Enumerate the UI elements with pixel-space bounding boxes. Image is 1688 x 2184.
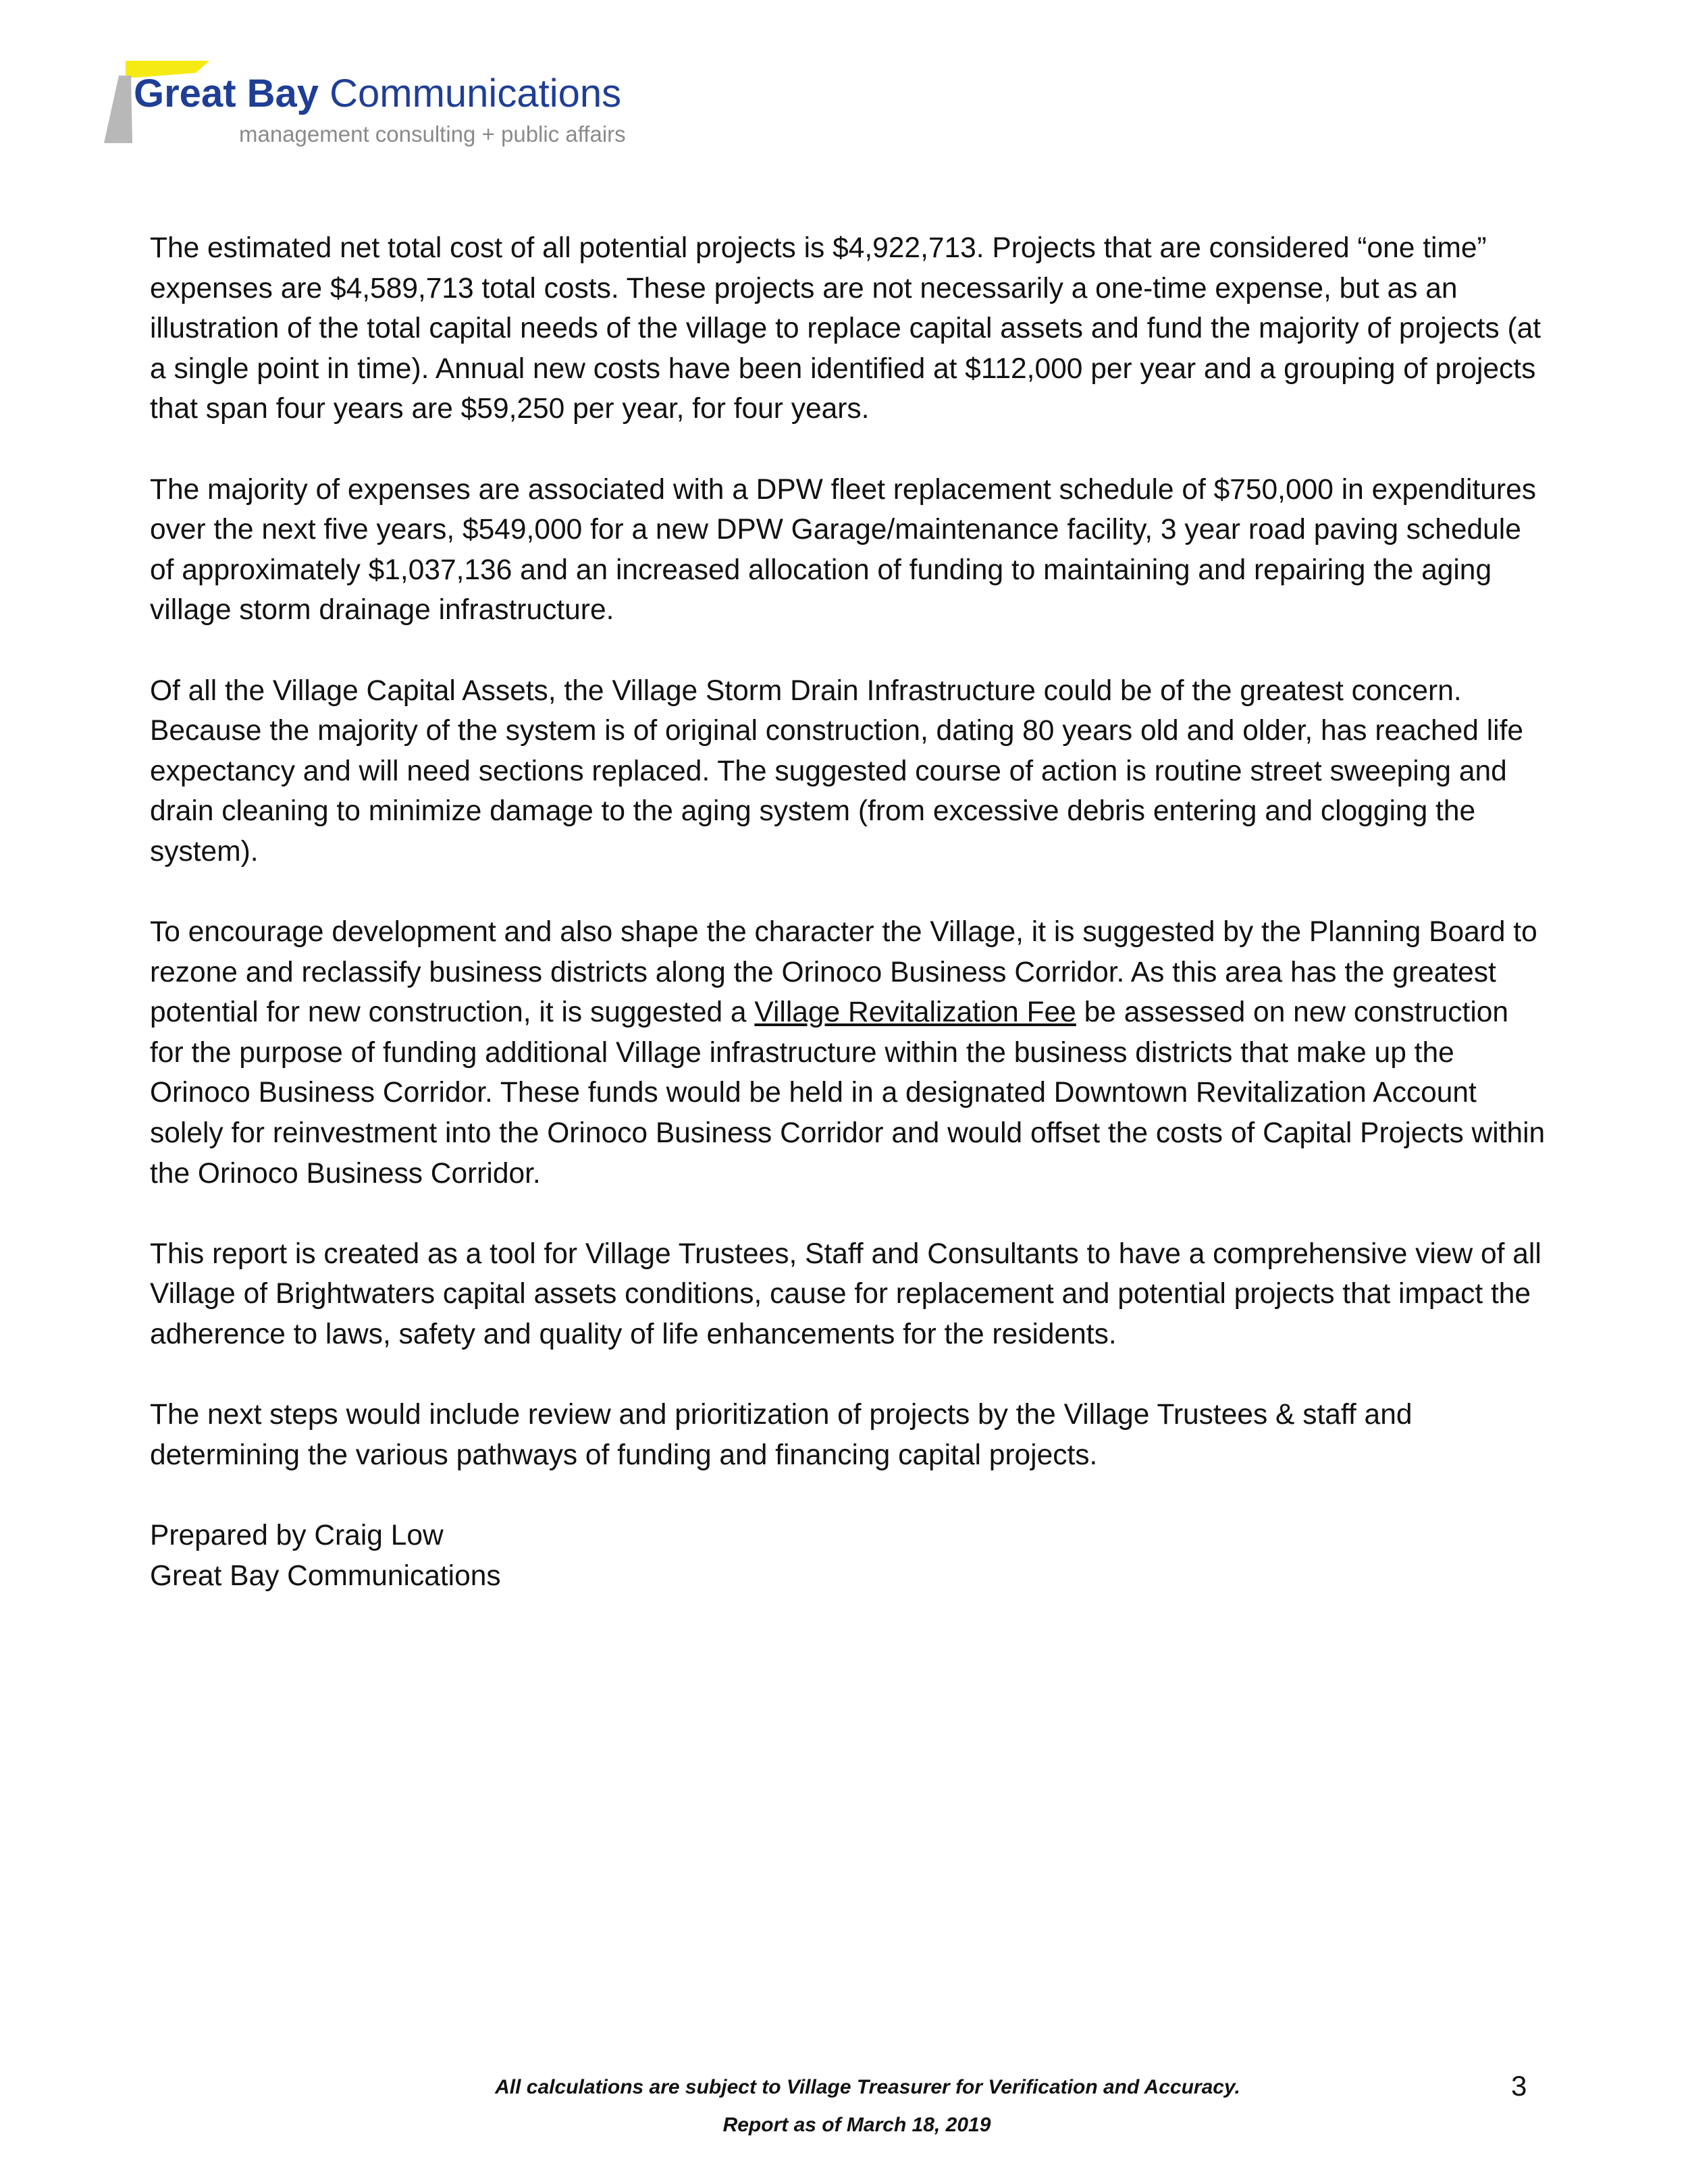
logo-wordmark	[134, 74, 621, 113]
signature-block	[150, 1516, 1548, 1596]
paragraph-report-purpose: This report is created as a tool for Village Trustees, Staff and Consultants to have a comprehensive view of all Village of Brightwaters capital assets conditions, cause for replacement and potential projects that impact the adherence to laws, safety and quality of life enhancements for the residents.	[150, 1237, 1541, 1351]
logo-company-second: Communications	[319, 72, 622, 115]
signature-company: Great Bay Communications	[150, 1560, 501, 1592]
revitalization-fee-underlined: Village Revitalization Fee	[754, 996, 1076, 1029]
prepared-by: Prepared by Craig Low	[150, 1520, 444, 1551]
page-footer	[0, 2076, 1688, 2157]
paragraph-storm-drain: Of all the Village Capital Assets, the Village Storm Drain Infrastructure could be of the greatest concern. Because the majority of the system is of original construction, dating 80 years old and older, has reached life expectancy and will need sections replaced. The suggested course of action is routine street sweeping and drain cleaning to minimize damage to the aging system (from excessive debris entering and clogging the system).	[150, 674, 1524, 868]
body-text	[150, 228, 1548, 1596]
footer-disclaimer: All calculations are subject to Village Treasurer for Verification and Accuracy.	[495, 2076, 1240, 2098]
revitalization-text-before: To encourage development and also shape the character the Village, it is suggested by the Planning Board to rezone and reclassify business districts along the Orinoco Business Corridor. As this area has the greatest potential for new construction, it is suggested a	[150, 916, 1537, 1029]
page-number: 3	[1511, 2070, 1527, 2102]
paragraph-next-steps: The next steps would include review and prioritization of projects by the Village Trustees & staff and determining the various pathways of funding and financing capital projects.	[150, 1399, 1413, 1471]
company-logo	[101, 54, 682, 155]
revitalization-text-after: be assessed on new construction for the purpose of funding additional Village infrastructure within the business districts that make up the Orinoco Business Corridor. These funds would be held in a designated Downtown Revitalization Account solely for reinvestment into the Orinoco Business Corridor and would offset the costs of Capital Projects within the Orinoco Business Corridor.	[150, 996, 1546, 1190]
footer-report-date: Report as of March 18, 2019	[722, 2114, 991, 2136]
logo-company-first: Great Bay	[134, 72, 319, 115]
paragraph-expenses: The majority of expenses are associated with a DPW fleet replacement schedule of $750,000 in expenditures over the next five years, $549,000 for a new DPW Garage/maintenance facility, 3 year road paving schedule of approximately $1,037,136 and an increased allocation of funding to maintaining and repairing the aging village storm drainage infrastructure.	[150, 473, 1536, 627]
paragraph-cost-summary: The estimated net total cost of all potential projects is $4,922,713. Projects that are considered “one time” expenses are $4,589,713 total costs. These projects are not necessarily a one-time expense, but as an illustration of the total capital needs of the village to replace capital assets and fund the majority of projects (at a single point in time). Annual new costs have been identified at $112,000 per year and a grouping of projects that span four years are $59,250 per year, for four years.	[150, 232, 1541, 425]
paragraph-revitalization	[150, 912, 1548, 1194]
logo-gray-shape	[104, 76, 132, 143]
logo-tagline: management consulting + public affairs	[239, 122, 626, 147]
